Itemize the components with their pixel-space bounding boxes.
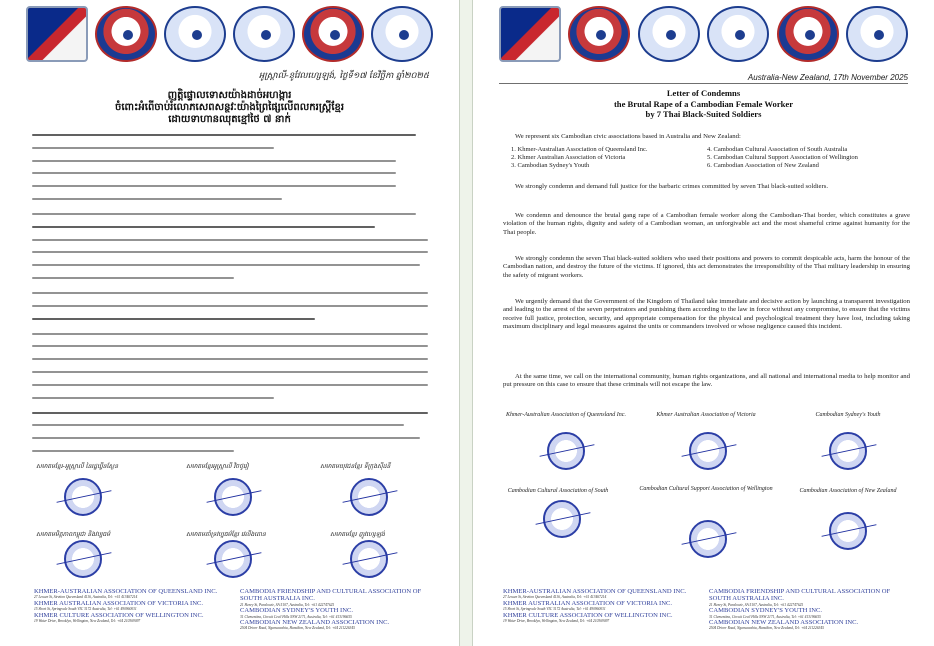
seal-stamp bbox=[350, 478, 388, 516]
letter-title: Letter of Condemns the Brutal Rape of a Cambodian Female Worker by 7 Thai Black-Suited Soldiers bbox=[613, 88, 794, 120]
khmer-text-line bbox=[32, 147, 274, 149]
seal-stamp bbox=[547, 432, 585, 470]
signatory-south-australia: Cambodian Cultural Association of South bbox=[507, 488, 609, 494]
association-list bbox=[511, 146, 921, 170]
signatory-queensland: Khmer-Australian Association of Queensland Inc. bbox=[506, 412, 626, 418]
khmer-signatory-1: សមាគមខ្មែរ-អូស្ត្រាលី នៃរដ្ឋឃ្វីនស្លែន bbox=[36, 463, 119, 470]
khmer-text-line bbox=[32, 305, 428, 307]
khmer-signatory-3: សមាគមយុវជនខ្មែរ ទីក្រុងស៊ីដនី bbox=[320, 463, 391, 470]
association-logos bbox=[499, 6, 908, 62]
seal-stamp bbox=[350, 540, 388, 578]
header-divider bbox=[499, 83, 908, 84]
khmer-text-line bbox=[32, 264, 420, 266]
south-australia-association-logo bbox=[233, 6, 295, 62]
khmer-text-line bbox=[32, 198, 282, 200]
paragraph-3: We strongly condemn the seven Thai black-suited soldiers who used their positions and powers to commit despicable acts, harm the honour of the Cambodian nation, and destroy the future of the victims. If ignored, this act demonstrates the irresponsibility of the Thai military leadership in ensuring the safety of migrant workers. bbox=[503, 255, 910, 279]
khmer-text-line bbox=[32, 318, 315, 320]
khmer-text-line bbox=[32, 384, 428, 386]
seal-stamp bbox=[64, 478, 102, 516]
khmer-dateline: អូស្ត្រាលី-នូវែលហ្សេឡង់, ថ្ងៃទី១៧ ខែវិច្ឆិកា ឆ្នាំ២០២៥ bbox=[258, 71, 429, 81]
khmer-text-line bbox=[32, 450, 234, 452]
khmer-text-line bbox=[32, 239, 428, 241]
khmer-text-line bbox=[32, 277, 234, 279]
list-item: 2. Khmer Australian Association of Victoria bbox=[511, 154, 626, 161]
seal-stamp bbox=[689, 432, 727, 470]
dateline: Australia-New Zealand, 17th November 2025 bbox=[747, 73, 908, 82]
wellington-association-logo bbox=[777, 6, 839, 62]
khmer-text-line bbox=[32, 292, 428, 294]
khmer-text-line bbox=[32, 160, 396, 162]
list-item: 4. Cambodian Cultural Association of South Australia bbox=[707, 146, 848, 153]
seal-stamp bbox=[829, 432, 867, 470]
khmer-text-line bbox=[32, 251, 428, 253]
victoria-association-logo bbox=[95, 6, 157, 62]
khmer-text-line bbox=[32, 424, 404, 426]
list-item: 1. Khmer-Australian Association of Queensland Inc. bbox=[511, 146, 648, 153]
khmer-title: ញត្តិផ្ទោលទោសយ៉ាងដាច់អហង្ការ ចំពោះអំពើចាប់រំលោភសេពសន្ថវៈយ៉ាងព្រៃផ្សៃលើពលករស្ត្រីខ្មែរ ដោយទាហានឈុតខ្មៅថៃ ៧ នាក់ bbox=[114, 90, 345, 125]
cambodian-youth-logo bbox=[164, 6, 226, 62]
english-letter-page bbox=[472, 0, 934, 646]
khmer-text-line bbox=[32, 333, 428, 335]
new-zealand-association-logo bbox=[846, 6, 908, 62]
new-zealand-association-logo bbox=[371, 6, 433, 62]
seal-stamp bbox=[214, 478, 252, 516]
khmer-text-line bbox=[32, 371, 428, 373]
list-item: 6. Cambodian Association of New Zealand bbox=[707, 162, 819, 169]
signatory-victoria: Khmer Australian Association of Victoria bbox=[656, 412, 756, 418]
list-item: 5. Cambodian Cultural Support Association of Wellington bbox=[707, 154, 858, 161]
khmer-text-line bbox=[32, 437, 420, 439]
victoria-association-logo bbox=[568, 6, 630, 62]
khmer-page-footer: KHMER-AUSTRALIAN ASSOCIATION OF QUEENSLAND INC. 27 Lessen St, Stretton Queensland 4116, Australia, Tel: +61 413467214 KHMER AUSTRALIAN ASSOCIATION OF VICTORIA INC. 15 Short St, Springvale South VIC 3172 Australia, Tel: +61 490960031 KHMER CULTURE ASSOCIATION OF WELLINGTON INC. 19 Water Drive, Brooklyn, Wellington, New Zealand, Tel: +64 210369097 CAMBODIA FRIENDSHIP AND CULTURAL ASSOCIATION OF SOUTH AUSTRALIA INC. 21 Henry St, Paralowie, SA 5107, Australia, Tel: +61 422747625 CAMBODIAN SYDNEY'S YOUTH INC. 31 Clementina, Circuit Cecil Hills NSW 2171, Australia, Tel: +61 413196655 CAMBODIAN NEW ZEALAND ASSOCIATION INC. 2504 Driver Road, Ngaruawahia, Hamilton, New Zealand, Tel: +64 211226345 bbox=[34, 588, 422, 631]
wellington-association-logo bbox=[302, 6, 364, 62]
list-item: 3. Cambodian Sydney's Youth bbox=[511, 162, 590, 169]
seal-stamp bbox=[214, 540, 252, 578]
seal-stamp bbox=[543, 500, 581, 538]
khmer-signatory-6: សមាគមខ្មែរ ញូវហ្សេឡង់ bbox=[330, 531, 385, 538]
signatory-wellington: Cambodian Cultural Support Association of Wellington bbox=[639, 486, 773, 492]
khmer-signatory-2: សមាគមខ្មែរអូស្ត្រាលី វិចថូរៀ bbox=[186, 463, 249, 470]
khmer-text-line bbox=[32, 172, 396, 174]
khmer-letter-page bbox=[0, 0, 460, 646]
seal-stamp bbox=[689, 520, 727, 558]
khmer-text-line bbox=[32, 185, 396, 187]
khmer-text-line bbox=[32, 345, 428, 347]
paragraph-4: We urgently demand that the Government of the Kingdom of Thailand take immediate and decisive action by launching a transparent investigation and leading to the arrest of the seven perpetrators and punishing them according to the law in force without any compromise, to ensure that the victims receive full justice, protection, security, and appropriate compensation for the physical and psychological treatment they have lost, including taking maximum disciplinary and legal measures against the units or commanders involved or whose negligence caused this incident. bbox=[503, 298, 910, 331]
khmer-text-line bbox=[32, 358, 428, 360]
signatory-sydney-youth: Cambodian Sydney's Youth bbox=[815, 412, 881, 418]
south-australia-association-logo bbox=[707, 6, 769, 62]
khmer-text-line bbox=[32, 134, 416, 136]
english-page-footer: KHMER-AUSTRALIAN ASSOCIATION OF QUEENSLAND INC. 27 Lessen St, Stretton Queensland 4116, Australia, Tel: +61 413467214 KHMER AUSTRALIAN ASSOCIATION OF VICTORIA INC. 15 Short St, Springvale South VIC 3172 Australia, Tel: +61 490960031 KHMER CULTURE ASSOCIATION OF WELLINGTON INC. 19 Water Drive, Brooklyn, Wellington, New Zealand, Tel: +64 210369097 CAMBODIA FRIENDSHIP AND CULTURAL ASSOCIATION OF SOUTH AUSTRALIA INC. 21 Henry St, Paralowie, SA 5107, Australia, Tel: +61 422747625 CAMBODIAN SYDNEY'S YOUTH INC. 31 Clementina, Circuit Cecil Hills NSW 2171, Australia, Tel: +61 413196655 CAMBODIAN NEW ZEALAND ASSOCIATION INC. 2504 Driver Road, Ngaruawahia, Hamilton, New Zealand, Tel: +64 211226345 bbox=[503, 588, 891, 631]
khmer-signatory-4: សមាគមមិត្តភាពកម្ពុជា និងវប្បធម៌ bbox=[36, 531, 111, 538]
intro-paragraph: We represent six Cambodian civic associations based in Australia and New Zealand: bbox=[515, 133, 741, 140]
paragraph-1: We strongly condemn and demand full justice for the barbaric crimes committed by seven Thai black-suited soldiers. bbox=[515, 183, 829, 190]
khmer-text-line bbox=[32, 213, 416, 215]
khmer-text-line bbox=[32, 226, 375, 228]
paragraph-2: We condemn and denounce the brutal gang rape of a Cambodian female worker along the Cambodian-Thai border, which constitutes a grave violation of the human rights, dignity and safety of a Cambodian woman, an unforgivable act and the most shameful crime against humanity for the Thai people. bbox=[503, 212, 910, 236]
cambodian-youth-logo bbox=[638, 6, 700, 62]
khmer-text-line bbox=[32, 412, 428, 414]
signatory-new-zealand: Cambodian Association of New Zealand bbox=[799, 488, 897, 494]
queensland-association-logo bbox=[26, 6, 88, 62]
association-logos bbox=[26, 6, 433, 62]
khmer-text-line bbox=[32, 397, 274, 399]
queensland-association-logo bbox=[499, 6, 561, 62]
paragraph-5: At the same time, we call on the international community, human rights organizations, and all national and international media to help monitor and put pressure on this case to ensure that these criminals will not escape the law. bbox=[503, 373, 910, 389]
khmer-signatory-5: សមាគមគាំទ្រវប្បធម៌ខ្មែរ វេលីងតោន bbox=[186, 531, 266, 538]
seal-stamp bbox=[829, 512, 867, 550]
seal-stamp bbox=[64, 540, 102, 578]
